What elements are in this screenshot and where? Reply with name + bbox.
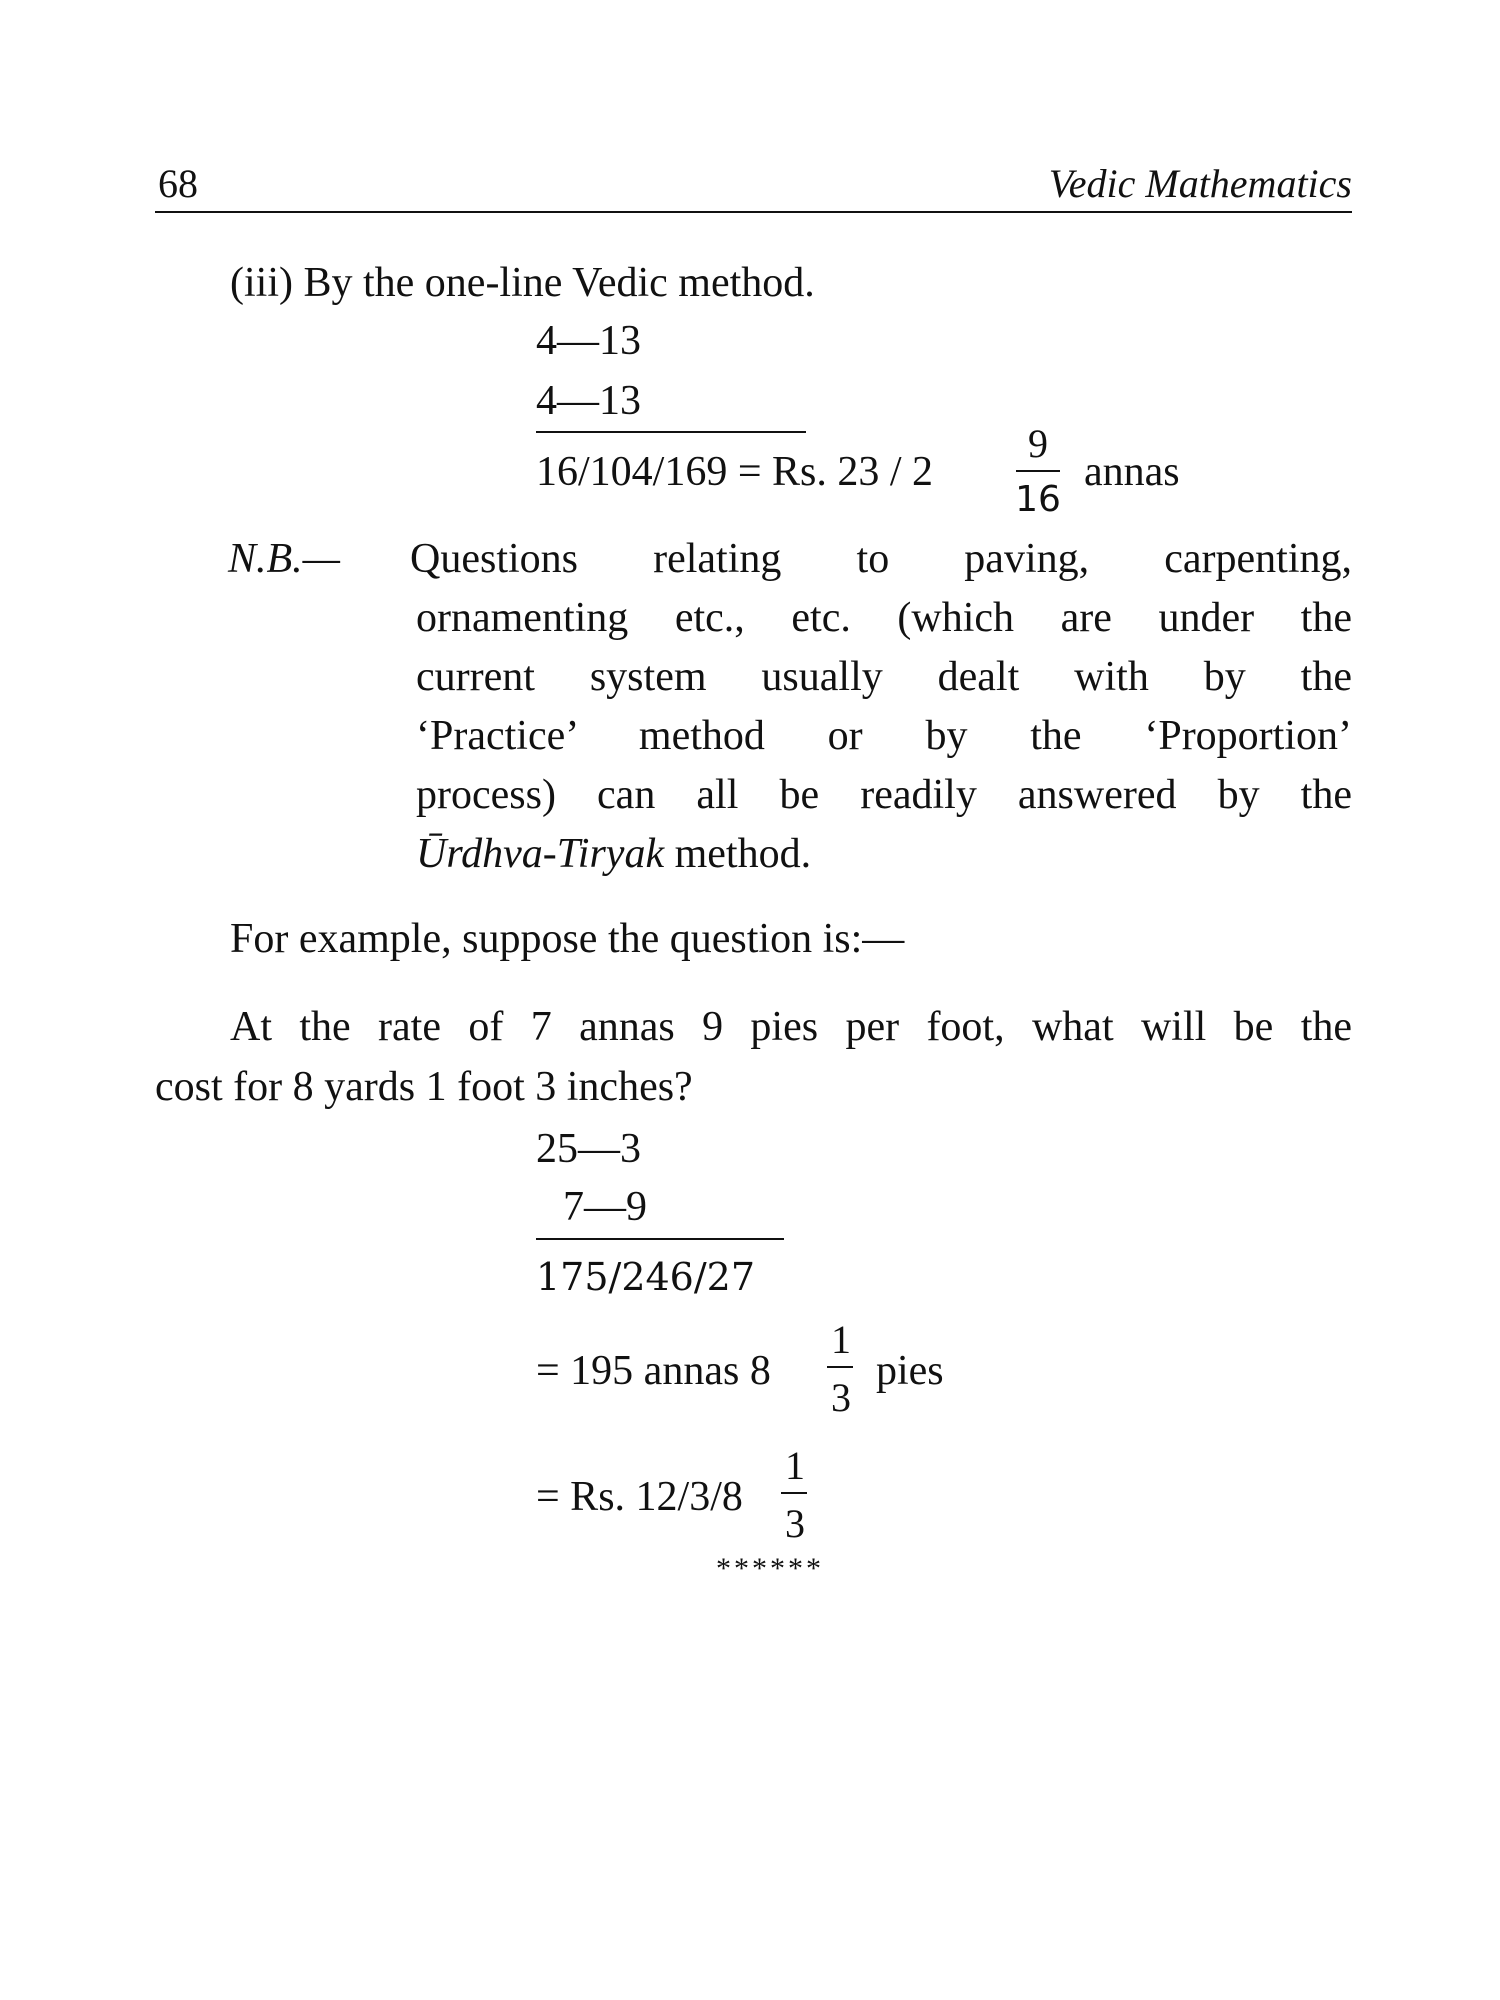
nb-label: N.B.— (228, 536, 341, 582)
step-1-numerator: 1 (831, 1317, 851, 1362)
multiplicand-row: 4—13 (536, 318, 641, 364)
question-line-1: At the rate of 7 annas 9 pies per foot, what will be the (230, 1004, 1352, 1050)
fraction-denominator: 16 (1015, 479, 1061, 520)
step-2-denominator: 3 (785, 1501, 805, 1546)
step-2-numerator: 1 (785, 1443, 805, 1488)
result-line: 16/104/169 = Rs. 23 / 2 (536, 449, 934, 495)
section-heading: (iii) By the one-line Vedic method. (230, 260, 815, 306)
result-unit: annas (1084, 449, 1180, 495)
step-2-value: = Rs. 12/3/8 (536, 1474, 743, 1520)
header-rule (155, 211, 1352, 213)
example-row-1: 25—3 (536, 1126, 641, 1172)
step-1-fraction-bar (827, 1366, 853, 1368)
page-number: 68 (158, 161, 198, 206)
nb-line-4: ‘Practice’ method or by the ‘Proportion’ (416, 713, 1352, 759)
step-1-unit: pies (876, 1348, 944, 1394)
multiplier-row: 4—13 (536, 378, 641, 424)
nb-line-3: current system usually dealt with by the (416, 654, 1352, 700)
example-result: 175/246/27 (536, 1255, 756, 1299)
example-sum-rule (536, 1238, 784, 1240)
fraction-numerator: 9 (1028, 421, 1048, 466)
question-line-2: cost for 8 yards 1 foot 3 inches? (155, 1064, 693, 1110)
nb-line-2: ornamenting etc., etc. (which are under the (416, 595, 1352, 641)
running-title: Vedic Mathematics (1048, 161, 1352, 206)
section-end-marker: ****** (716, 1552, 824, 1585)
nb-line-6 (416, 833, 811, 875)
sum-rule (536, 431, 806, 433)
fraction-bar (1016, 470, 1060, 472)
term-urdhva-tiryak: Ūrdhva-Tiryak (416, 831, 665, 877)
example-intro: For example, suppose the question is:— (230, 916, 905, 962)
step-1-denominator: 3 (831, 1375, 851, 1420)
nb-line-6-rest: method. (664, 831, 812, 877)
nb-line-5: process) can all be readily answered by the (416, 772, 1352, 818)
nb-line-1: Questions relating to paving, carpenting, (410, 536, 1352, 582)
step-2-fraction-bar (781, 1492, 807, 1494)
example-row-2: 7—9 (563, 1184, 647, 1230)
step-1-value: = 195 annas 8 (536, 1348, 771, 1394)
